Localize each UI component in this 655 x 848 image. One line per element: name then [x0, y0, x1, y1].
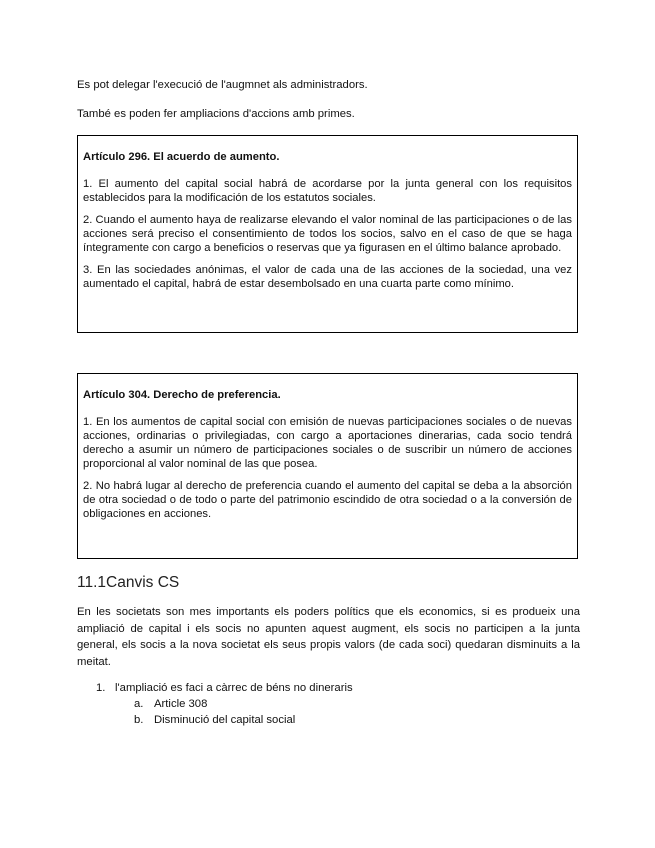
- list-subitem-a-text: Article 308: [154, 698, 208, 710]
- article-296-title: Artículo 296. El acuerdo de aumento.: [83, 151, 280, 163]
- article-304-paragraph-2: 2. No habrá lugar al derecho de preferencia cuando el aumento del capital se deba a la absorción de otra sociedad o de todo o parte del patrimonio escindido de otra sociedad o a la conversión de obligaciones en acciones.: [83, 480, 572, 520]
- article-296-box: [77, 135, 578, 333]
- list-item-1-text: l'ampliació es faci a càrrec de béns no dineraris: [115, 682, 353, 694]
- list-subitem-b: [134, 712, 295, 728]
- list-subitem-a: [134, 696, 207, 712]
- list-marker-a: a.: [134, 698, 144, 710]
- list-item-1: [96, 680, 353, 696]
- article-304-title: Artículo 304. Derecho de preferencia.: [83, 389, 281, 401]
- article-296-paragraph-2: 2. Cuando el aumento haya de realizarse elevando el valor nominal de las participaciones o de las acciones será preciso el consentimiento de todos los socios, salvo en el caso de que se haga íntegramente con cargo a beneficios o reservas que ya figurasen en el último balance aprobado.: [83, 214, 572, 254]
- intro-line-1: Es pot delegar l'execució de l'augmnet als administradors.: [77, 79, 368, 91]
- list-marker-b: b.: [134, 714, 144, 726]
- article-296-paragraph-1: 1. El aumento del capital social habrá de acordarse por la junta general con los requisitos establecidos para la modificación de los estatutos sociales.: [83, 178, 572, 204]
- list-marker-1: 1.: [96, 682, 106, 694]
- section-body: En les societats son mes importants els poders polítics que els economics, si es produeix una ampliació de capital i els socis no apunten aquest augment, els socis no participen a la junta general, els socis a la nova societat els seus propis valors (de cada soci) quedaran disminuits a la meitat.: [77, 606, 580, 668]
- article-304-paragraph-1: 1. En los aumentos de capital social con emisión de nuevas participaciones sociales o de nuevas acciones, ordinarias o privilegiadas, con cargo a aportaciones dinerarias, cada socio tendrá derecho a asumir un número de participaciones sociales o de suscribir un número de acciones proporcional al valor nominal de las que posea.: [83, 416, 572, 470]
- article-296-paragraph-3: 3. En las sociedades anónimas, el valor de cada una de las acciones de la sociedad, una vez aumentado el capital, habrá de estar desembolsado en una cuarta parte como mínimo.: [83, 264, 572, 290]
- intro-line-2: També es poden fer ampliacions d'accions amb primes.: [77, 108, 355, 120]
- section-heading: 11.1Canvis CS: [77, 574, 180, 591]
- list-subitem-b-text: Disminució del capital social: [154, 714, 296, 726]
- article-304-box: [77, 373, 578, 559]
